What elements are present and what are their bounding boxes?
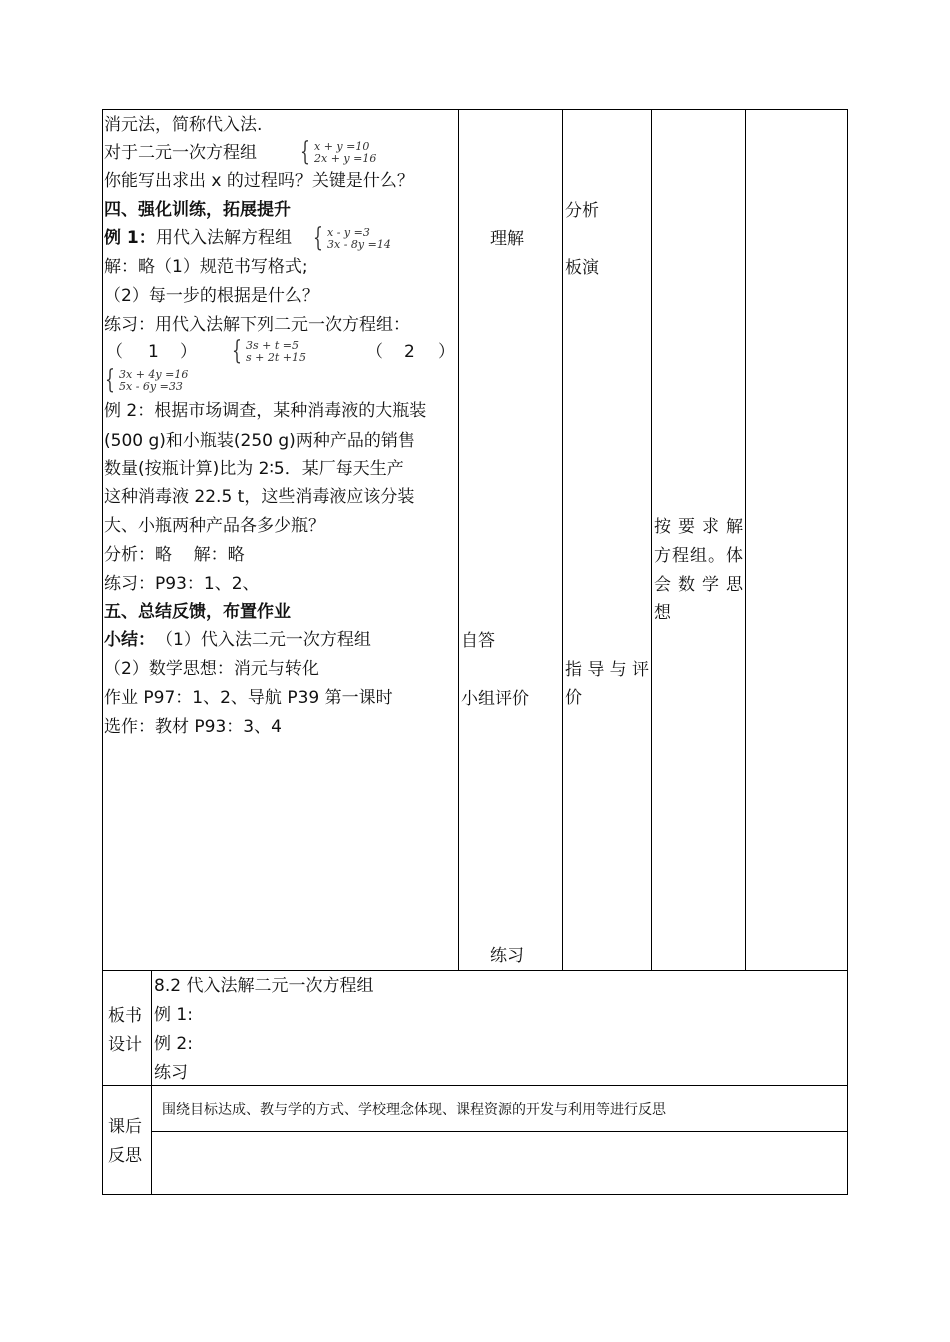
equation: 5x - 6y =33 — [119, 380, 183, 393]
section-heading: 五、总结反馈，布置作业 — [104, 602, 291, 622]
intent-line: 方程组。体 — [654, 546, 743, 566]
col-divider-1 — [458, 109, 459, 971]
teacher-activity-board: 板演 — [565, 258, 599, 278]
board-design-line: 例 2: — [154, 1034, 193, 1054]
equation: 2x + y =16 — [314, 152, 377, 165]
text-line: 大、小瓶两种产品各多少瓶？ — [104, 516, 325, 536]
teacher-activity-guide-cont: 价 — [565, 688, 582, 708]
text-line: （2）数学思想：消元与转化 — [104, 659, 319, 679]
equation: 3x - 8y =14 — [327, 238, 391, 251]
reflection-inner-divider — [151, 1131, 848, 1132]
row-divider-board — [102, 970, 848, 971]
text-line: 消元法，简称代入法. — [104, 115, 263, 135]
text-line: (500 g)和小瓶装(250 g)两种产品的销售 — [104, 431, 415, 451]
text-line: 作业 P97：1、2、导航 P39 第一课时 — [104, 688, 393, 708]
section-heading: 四、强化训练，拓展提升 — [104, 200, 291, 220]
board-design-line: 例 1: — [154, 1005, 193, 1025]
col-divider-4 — [745, 109, 746, 971]
teacher-activity-guide: 指导与评 — [565, 660, 649, 680]
equation: x - y =3 — [327, 226, 370, 239]
text-line: 例 2：根据市场调查，某种消毒液的大瓶装 — [104, 401, 427, 421]
text-line: 用代入法解方程组 — [156, 228, 292, 248]
equation: 3x + 4y =16 — [119, 368, 189, 381]
practice-item-label: （ — [106, 342, 123, 362]
intent-line: 按要求解 — [654, 517, 743, 537]
text-line: 练习：P93：1、2、 — [104, 574, 260, 594]
text-line: 练习：用代入法解下列二元一次方程组： — [104, 315, 410, 335]
intent-line: 会数学思 — [654, 575, 743, 595]
text-line: 选作：教材 P93：3、4 — [104, 717, 282, 737]
label-col-divider — [151, 970, 152, 1195]
col-divider-3 — [651, 109, 652, 971]
teacher-activity-analyze: 分析 — [565, 201, 599, 221]
equation: x + y =10 — [314, 140, 370, 153]
table-border-right — [847, 109, 848, 1195]
text-line: 分析：略 解：略 — [104, 545, 245, 565]
board-design-label: 板书 — [108, 1006, 142, 1026]
practice-item-label: 1 — [148, 342, 159, 362]
student-activity-practice: 练习 — [490, 946, 524, 966]
board-design-line: 8.2 代入法解二元一次方程组 — [154, 976, 374, 996]
text-line: 你能写出求出 x 的过程吗？关键是什么？ — [104, 171, 414, 191]
table-border-top — [102, 109, 848, 110]
practice-item-label: （ — [366, 342, 383, 362]
text-line: 数量(按瓶计算)比为 2∶5．某厂每天生产 — [104, 459, 404, 479]
text-line: （2）每一步的根据是什么？ — [104, 286, 319, 306]
student-activity-self-answer: 自答 — [461, 631, 495, 651]
student-activity-group-eval: 小组评价 — [461, 689, 529, 709]
row-divider-reflection — [102, 1085, 848, 1086]
practice-item-label: ） — [180, 342, 197, 362]
text-line: 对于二元一次方程组 — [104, 143, 257, 163]
board-design-label: 设计 — [108, 1035, 142, 1055]
reflection-label: 反思 — [108, 1146, 142, 1166]
intent-line: 想 — [654, 603, 671, 623]
summary-label: 小结： — [104, 630, 155, 650]
col-divider-2 — [562, 109, 563, 971]
reflection-input-area[interactable] — [153, 1133, 846, 1193]
text-line: 解：略（1）规范书写格式; — [104, 257, 308, 277]
example-label: 例 1： — [104, 228, 156, 248]
equation: 3s + t =5 — [246, 339, 299, 352]
reflection-label: 课后 — [108, 1117, 142, 1137]
reflection-prompt: 围绕目标达成、教与学的方式、学校理念体现、课程资源的开发与利用等进行反思 — [162, 1102, 666, 1118]
text-line: （1）代入法二元一次方程组 — [156, 630, 371, 650]
table-border-left — [102, 109, 103, 1195]
board-design-line: 练习 — [154, 1063, 188, 1083]
table-border-bottom — [102, 1194, 848, 1195]
student-activity-understand: 理解 — [490, 229, 524, 249]
practice-item-label: ） — [438, 342, 455, 362]
practice-item-label: 2 — [404, 342, 415, 362]
text-line: 这种消毒液 22.5 t，这些消毒液应该分装 — [104, 487, 415, 507]
equation: s + 2t +15 — [246, 351, 306, 364]
